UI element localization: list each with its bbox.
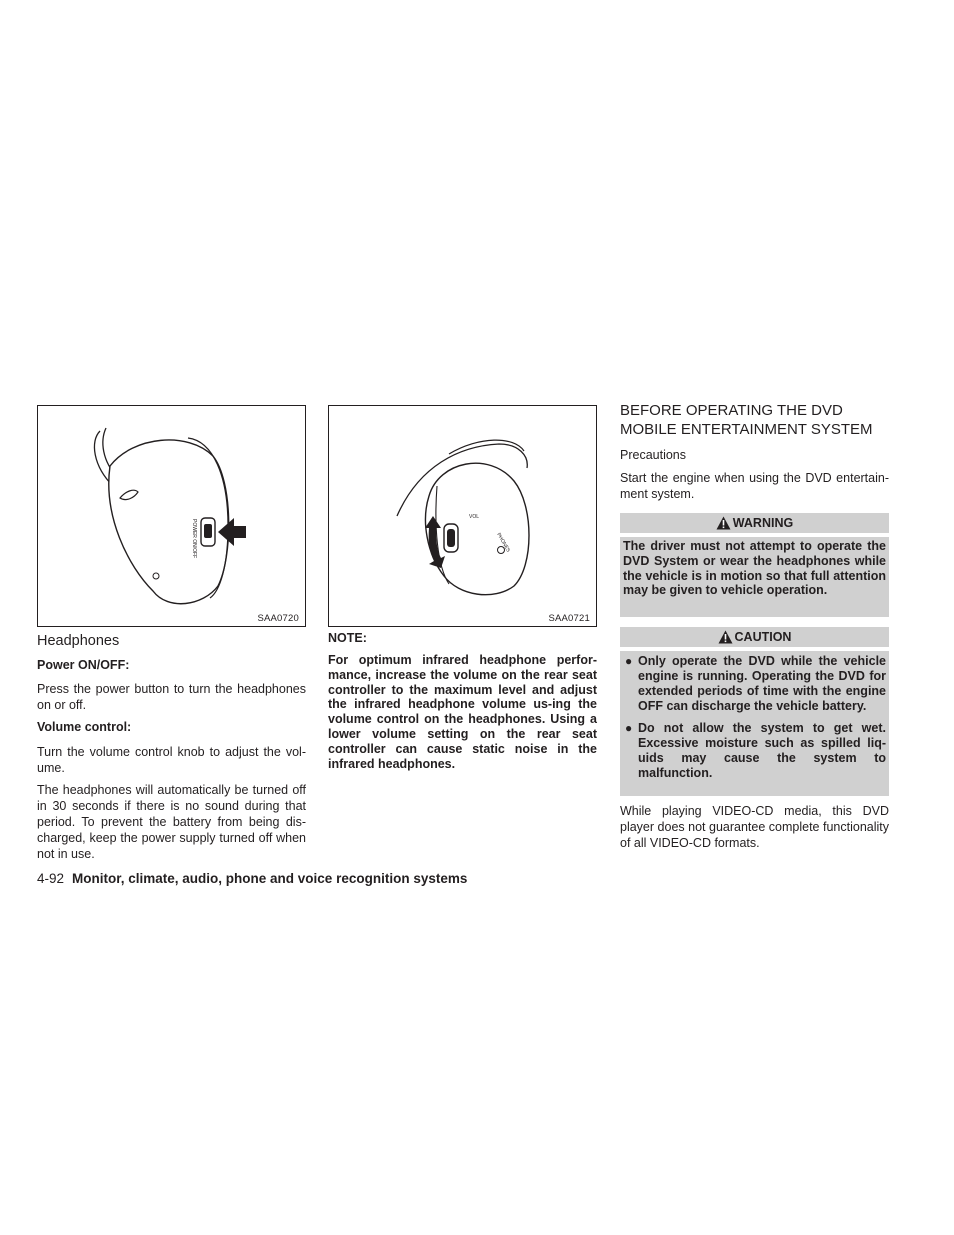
warning-title: WARNING — [732, 516, 794, 530]
power-text: Press the power button to turn the headphones on or off. — [37, 682, 306, 712]
caution-item: ● Do not allow the system to get wet. Excessive moisture such as spilled liq-uids may cause the system to malfunction. — [625, 721, 886, 780]
caution-triangle-icon — [718, 630, 733, 644]
precautions-label: Precautions — [620, 448, 687, 462]
headphone-power-illustration — [38, 406, 307, 628]
warning-banner — [620, 513, 889, 533]
figure-headphones-volume — [328, 405, 597, 627]
section-heading-line2: MOBILE ENTERTAINMENT SYSTEM — [620, 420, 873, 438]
page-footer — [37, 871, 467, 886]
figure-code: SAA0721 — [548, 613, 590, 624]
power-label: Power ON/OFF: — [37, 658, 130, 672]
chapter-title: Monitor, climate, audio, phone and voice recognition systems — [72, 871, 468, 886]
caution-item: ● Only operate the DVD while the vehicle engine is running. Operating the DVD for extended periods of time with the engine OFF can discharge the vehicle battery. — [625, 654, 886, 713]
warning-triangle-icon — [716, 516, 731, 530]
warning-box — [620, 537, 889, 617]
caution-list — [620, 654, 889, 781]
headphone-volume-illustration — [329, 406, 598, 628]
power-on-off-text: POWER ON/OFF — [191, 519, 197, 559]
volume-text: Turn the volume control knob to adjust the vol-ume. — [37, 745, 306, 775]
figure-headphones-power — [37, 405, 306, 627]
section-heading — [620, 402, 889, 439]
note-text: For optimum infrared headphone perfor-mance, increase the volume on the rear seat controller to the maximum level and adjust the infrared headphone volume us-ing the volume control on the headphones. Using a lower volume setting on the rear seat controller can cause static noise in the infrared headphones. — [328, 653, 597, 771]
page-number: 4-92 — [37, 871, 65, 886]
start-engine-text: Start the engine when using the DVD entertain-ment system. — [620, 471, 889, 501]
warning-text: The driver must not attempt to operate the DVD System or wear the headphones while the vehicle is in motion so that full attention may be given to vehicle operation. — [623, 539, 886, 598]
headphones-heading: Headphones — [37, 633, 120, 649]
figure-code: SAA0720 — [257, 613, 299, 624]
caution-banner — [620, 627, 889, 647]
section-heading-line1: BEFORE OPERATING THE DVD — [620, 402, 843, 419]
caution-title: CAUTION — [734, 630, 792, 644]
auto-off-text: The headphones will automatically be turned off in 30 seconds if there is no sound during that period. To prevent the battery from being dis-charged, keep the power supply turned off when not in use. — [37, 783, 306, 861]
caution-box — [620, 651, 889, 796]
vol-text: VOL — [469, 514, 480, 520]
videocd-text: While playing VIDEO-CD media, this DVD player does not guarantee complete functionality of all VIDEO-CD formats. — [620, 804, 889, 850]
volume-label: Volume control: — [37, 720, 132, 734]
note-label: NOTE: — [328, 631, 367, 645]
phones-text: PHONES — [495, 532, 512, 554]
